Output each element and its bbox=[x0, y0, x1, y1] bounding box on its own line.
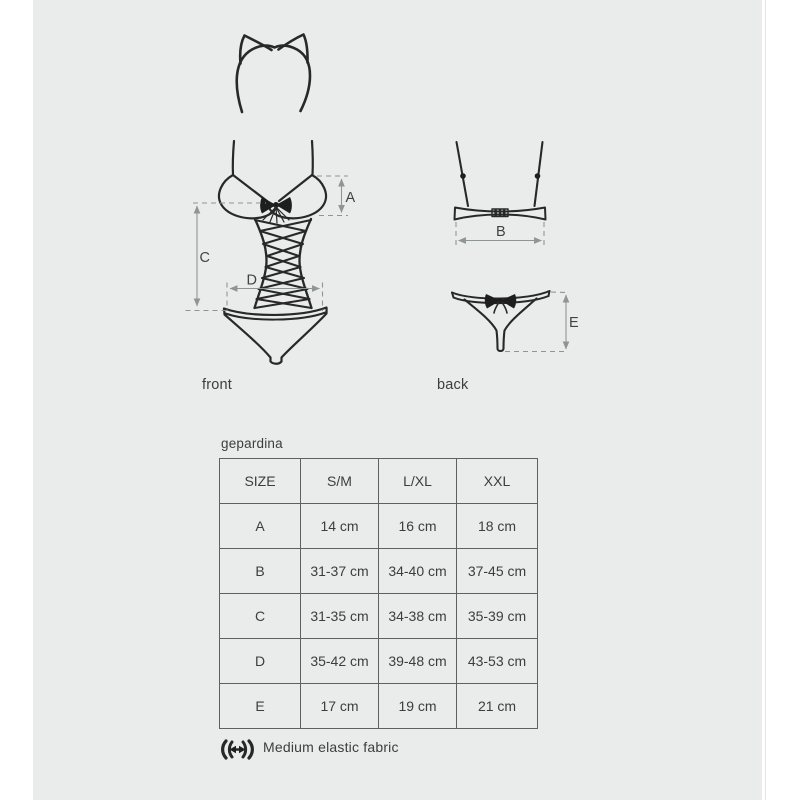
table-row bbox=[220, 639, 538, 684]
cell-value: 34-38 cm bbox=[379, 594, 457, 639]
col-header-lxl: L/XL bbox=[379, 459, 457, 504]
front-panty bbox=[224, 308, 327, 364]
cell-value: 34-40 cm bbox=[379, 549, 457, 594]
row-label: B bbox=[220, 549, 301, 594]
fabric-note-text: Medium elastic fabric bbox=[263, 739, 399, 755]
row-label: A bbox=[220, 504, 301, 549]
dimension-a bbox=[317, 176, 356, 216]
cell-value: 19 cm bbox=[379, 684, 457, 729]
right-strap-slider bbox=[535, 173, 541, 179]
dim-label-b: B bbox=[496, 224, 506, 240]
col-header-size: SIZE bbox=[220, 459, 301, 504]
thong-body bbox=[465, 299, 537, 351]
back-view-label: back bbox=[437, 377, 469, 393]
table-row bbox=[220, 684, 538, 729]
dim-label-d: D bbox=[246, 272, 257, 289]
row-label: C bbox=[220, 594, 301, 639]
thong-back-drawing bbox=[452, 291, 579, 352]
front-right-strap bbox=[312, 141, 313, 175]
front-bow-icon bbox=[260, 197, 292, 223]
dim-label-e: E bbox=[569, 315, 579, 331]
elasticity-stretch-icon bbox=[223, 741, 253, 758]
size-table bbox=[219, 458, 538, 729]
table-row bbox=[220, 549, 538, 594]
cell-value: 31-37 cm bbox=[301, 549, 379, 594]
front-view-drawing bbox=[186, 141, 356, 364]
row-label: D bbox=[220, 639, 301, 684]
cell-value: 21 cm bbox=[457, 684, 538, 729]
cell-value: 14 cm bbox=[301, 504, 379, 549]
cell-value: 18 cm bbox=[457, 504, 538, 549]
dim-label-c: C bbox=[199, 250, 210, 266]
size-table-container bbox=[219, 458, 538, 729]
col-header-xxl: XXL bbox=[457, 459, 538, 504]
dim-label-a: A bbox=[345, 190, 356, 206]
cat-ears-headband-icon bbox=[237, 35, 310, 113]
size-table-header-row bbox=[220, 459, 538, 504]
left-strap-slider bbox=[460, 173, 466, 179]
front-left-cup bbox=[219, 175, 275, 218]
cell-value: 35-39 cm bbox=[457, 594, 538, 639]
row-label: E bbox=[220, 684, 301, 729]
front-view-label: front bbox=[202, 377, 233, 393]
col-header-sm: S/M bbox=[301, 459, 379, 504]
cell-value: 43-53 cm bbox=[457, 639, 538, 684]
cell-value: 39-48 cm bbox=[379, 639, 457, 684]
dimension-b bbox=[456, 222, 544, 247]
front-left-strap bbox=[233, 141, 234, 175]
front-lacing bbox=[255, 219, 312, 308]
cell-value: 37-45 cm bbox=[457, 549, 538, 594]
back-top-drawing bbox=[455, 142, 546, 247]
cell-value: 35-42 cm bbox=[301, 639, 379, 684]
product-name: gepardina bbox=[221, 436, 283, 451]
cell-value: 17 cm bbox=[301, 684, 379, 729]
table-row bbox=[220, 504, 538, 549]
table-row bbox=[220, 594, 538, 639]
cell-value: 31-35 cm bbox=[301, 594, 379, 639]
cell-value: 16 cm bbox=[379, 504, 457, 549]
